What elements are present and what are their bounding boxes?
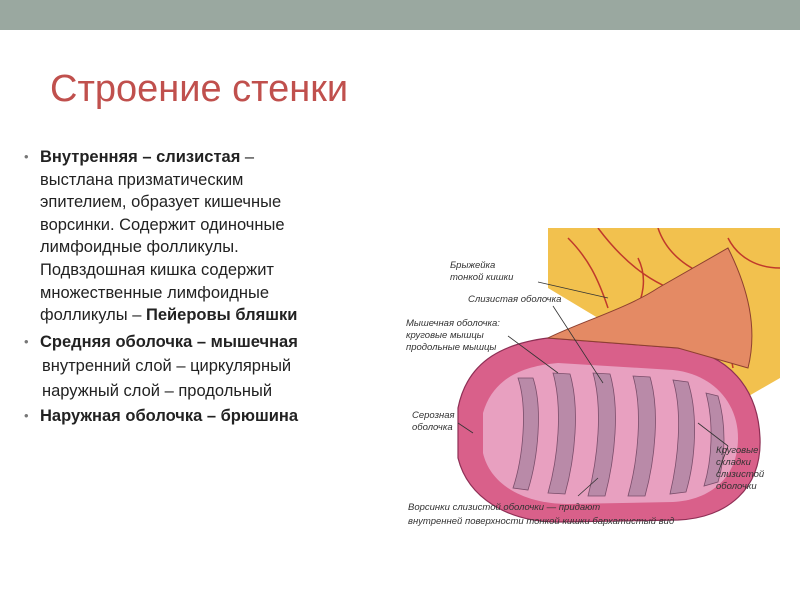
label-villi: Ворсинки слизистой оболочки — придают [408, 502, 601, 513]
bullet-bold-heading: Средняя оболочка – мышечная [40, 332, 298, 351]
bullet-icon: • [24, 333, 29, 349]
label-mesentery-2: тонкой кишки [450, 272, 514, 283]
bullet-icon: • [24, 149, 29, 164]
sub-item-circular: внутренний слой – циркулярный [42, 357, 292, 376]
sub-item-longitudinal: наружный слой – продольный [42, 381, 273, 400]
label-muscle-3: продольные мышцы [406, 342, 497, 353]
bullet-text: лимфоидные фолликулы. [40, 238, 239, 257]
bullet-item-muscle [22, 331, 402, 354]
top-bar [0, 0, 800, 30]
bullet-item-mucosa [22, 146, 402, 327]
bullet-text: множественные лимфоидные [40, 283, 270, 302]
bullet-text: эпителием, образует кишечные [40, 193, 282, 212]
label-mesentery: Брыжейка [450, 260, 496, 271]
label-mucosa: Слизистая оболочка [468, 294, 562, 305]
label-folds: Круговые [716, 445, 759, 456]
label-muscle: Мышечная оболочка: [406, 318, 500, 329]
label-folds-3: слизистой [716, 469, 765, 480]
intestine-wall-illustration [398, 228, 780, 538]
bullet-item-serosa [22, 405, 402, 428]
bullet-bold-heading: Наружная оболочка – брюшина [40, 406, 299, 425]
slide-title: Строение стенки [50, 68, 349, 110]
bullet-bold-term: Пейеровы бляшки [146, 306, 298, 325]
bullet-text: ворсинки. Содержит одиночные [40, 215, 285, 234]
bullet-bold-heading: Внутренняя – слизистая [40, 148, 241, 166]
bullet-list [22, 146, 402, 427]
label-serosa: Серозная [412, 410, 455, 421]
bullet-text: Подвздошная кишка содержит [40, 260, 274, 279]
label-villi-2: внутренней поверхности тонкой кишки бархатистый вид [408, 516, 675, 527]
label-folds-4: оболочки [716, 481, 757, 492]
bullet-text: фолликулы – [40, 306, 146, 325]
label-muscle-2: круговые мышцы [406, 330, 484, 341]
label-serosa-2: оболочка [412, 422, 453, 433]
bullet-text: – [240, 148, 255, 166]
bullet-text: выстлана призматическим [40, 170, 244, 189]
label-folds-2: складки [716, 457, 751, 468]
bullet-icon: • [24, 407, 29, 423]
